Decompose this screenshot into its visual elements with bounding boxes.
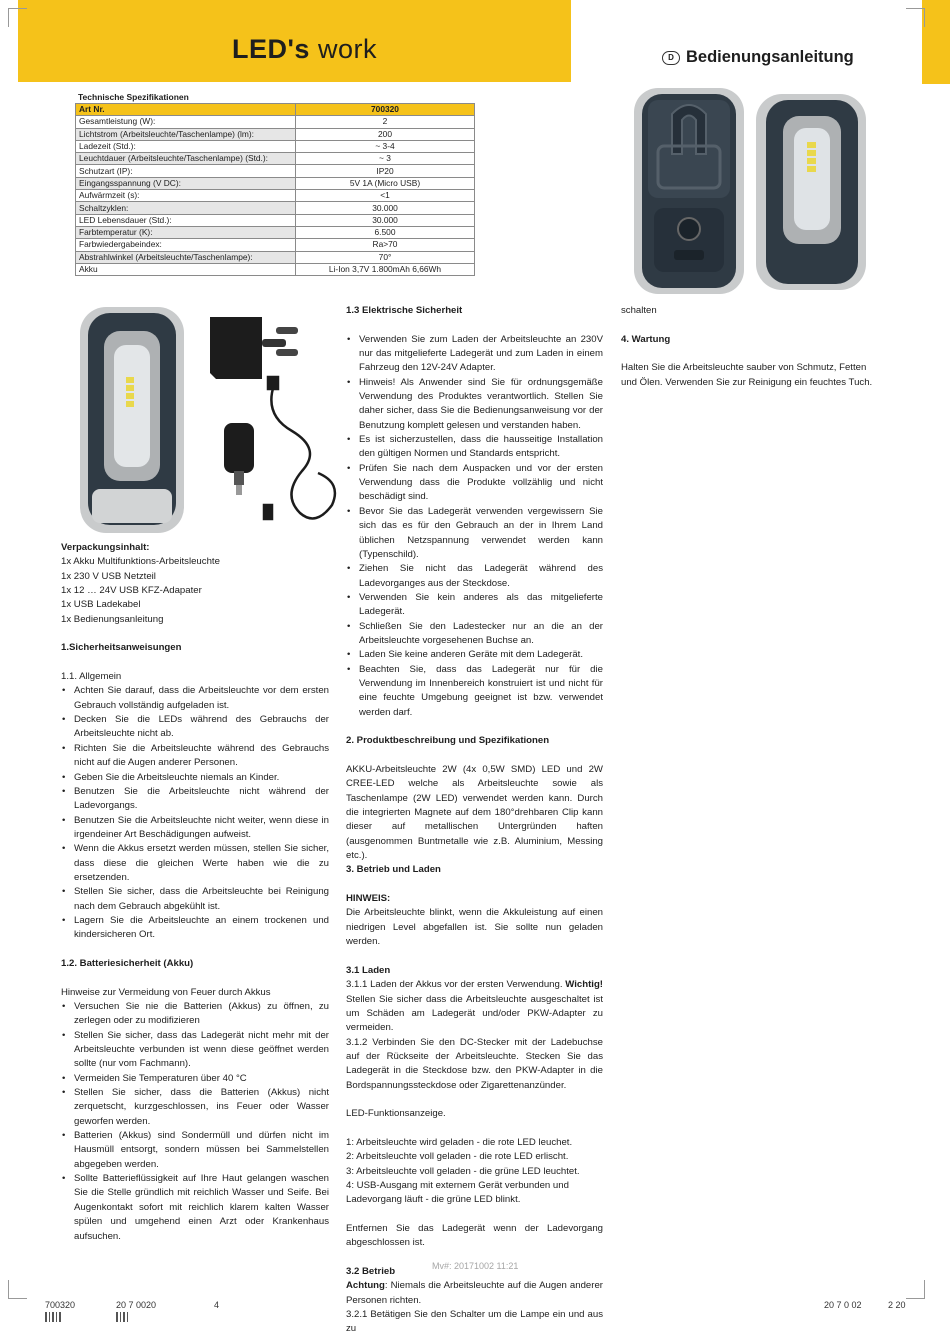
package-list — [61, 555, 329, 627]
spec-row — [76, 153, 475, 165]
side-tab — [922, 0, 950, 84]
spec-value: 30.000 — [296, 202, 475, 214]
list-item: • Geben Sie die Arbeitsleuchte niemals an Kinder. — [61, 771, 329, 785]
spec-value: IP20 — [296, 165, 475, 177]
spec-table — [75, 103, 475, 276]
section-4-heading: 4. Wartung — [621, 333, 671, 345]
barcode-left — [45, 1309, 63, 1319]
spec-value: Li-Ion 3,7V 1.800mAh 6,66Wh — [296, 263, 475, 275]
document-title: Bedienungsanleitung — [686, 48, 854, 66]
page-code-left: 4 — [214, 1300, 220, 1310]
crop-mark-bottom-left — [8, 1280, 27, 1299]
operation-warning: Achtung: Niemals die Arbeitsleuchte auf die Augen anderer Personen richten. — [346, 1280, 603, 1306]
brand-title: LED's work — [232, 34, 377, 64]
package-item: 1x Akku Multifunktions-Arbeitsleuchte — [61, 556, 220, 568]
led-function-list — [346, 1136, 603, 1208]
spec-row — [76, 140, 475, 152]
list-item: • Stellen Sie sicher, dass die Batterien (Akkus) nicht zerquetscht, kurzgeschlossen, ins Feuer oder Wasser geworfen werden. — [61, 1086, 329, 1129]
spec-row — [76, 202, 475, 214]
led-function-line: 4: USB-Ausgang mit externem Gerät verbunden und Ladevorgang läuft - die grüne LED blinkt. — [346, 1179, 569, 1206]
spec-row — [76, 104, 475, 116]
spec-label: Schutzart (IP): — [76, 165, 296, 177]
list-item: • Ziehen Sie nicht das Ladegerät während des Ladevorganges aus der Steckdose. — [346, 562, 603, 591]
spec-row — [76, 251, 475, 263]
section-2-heading: 2. Produktbeschreibung und Spezifikationen — [346, 735, 550, 747]
package-item: 1x 12 … 24V USB KFZ-Adapater — [61, 585, 202, 597]
spec-label: Gesamtleistung (W): — [76, 116, 296, 128]
list-item: • Achten Sie darauf, dass die Arbeitsleuchte vor dem ersten Gebrauch vollständig aufgeladen ist. — [61, 684, 329, 713]
list-item: • Richten Sie die Arbeitsleuchte während des Gebrauchs nicht auf die Augen anderer Personen. — [61, 742, 329, 771]
package-heading: Verpackungsinhalt: — [61, 542, 150, 553]
device-front — [756, 94, 866, 290]
product-photo-back-front — [628, 84, 873, 302]
crop-mark-top-left — [8, 8, 27, 27]
section-1-3-heading: 1.3 Elektrische Sicherheit — [346, 305, 463, 316]
usb-wall-charger — [210, 317, 298, 379]
spec-label: Akku — [76, 263, 296, 275]
package-item: 1x Bedienungsanleitung — [61, 613, 164, 625]
spec-row — [76, 263, 475, 275]
usb-cable — [264, 377, 335, 519]
spec-value: 2 — [296, 116, 475, 128]
date-code-left: 20 7 0020 — [116, 1300, 157, 1310]
list-item: • Hinweis! Als Anwender sind Sie für ordnungsgemäße Verwendung des Produktes verantwortlich. Stellen Sie daher sicher, dass Sie die Bedienungsanweisung vor der Benutzung komplett gelesen und verstanden haben. — [346, 376, 603, 433]
device-back — [634, 88, 744, 294]
list-item: • Bevor Sie das Ladegerät verwenden vergewissern Sie sich das es für den Gebrauch an der in Ihrem Land üblichen Netzspannung verwendet werden kann (Typenschild). — [346, 505, 603, 562]
list-item: • Stellen Sie sicher, dass das Ladegerät nicht mehr mit der Arbeitsleuchte verbunden ist wenn diese geöffnet werden sollte (nur vom Fachmann). — [61, 1029, 329, 1072]
product-package-photo — [78, 305, 338, 535]
spec-label: Abstrahlwinkel (Arbeitsleuchte/Taschenlampe): — [76, 251, 296, 263]
operation-step-1: 3.2.1 Betätigen Sie den Schalter um die Lampe ein und aus zu — [346, 1309, 603, 1335]
led-function-line: 2: Arbeitsleuchte voll geladen - die rote LED erlischt. — [346, 1151, 569, 1163]
list-item: • Benutzen Sie die Arbeitsleuchte nicht während der Ladevorgangs. — [61, 785, 329, 814]
spec-row — [76, 128, 475, 140]
list-item: • Decken Sie die LEDs während des Gebrauchs der Arbeitsleuchte nicht ab. — [61, 713, 329, 742]
device-front-large — [80, 307, 184, 533]
spec-label: Lichtstrom (Arbeitsleuchte/Taschenlampe) (lm): — [76, 128, 296, 140]
spec-value: 6.500 — [296, 226, 475, 238]
package-item: 1x 230 V USB Netzteil — [61, 570, 156, 582]
section-3-heading: 3. Betrieb und Laden — [346, 864, 441, 876]
led-function-line: 1: Arbeitsleuchte wird geladen - die rote LED leuchet. — [346, 1136, 573, 1148]
spec-row — [76, 190, 475, 202]
spec-label: LED Lebensdauer (Std.): — [76, 214, 296, 226]
list-item: • Verwenden Sie kein anderes als das mitgelieferte Ladegerät. — [346, 591, 603, 620]
led-function-line: 3: Arbeitsleuchte voll geladen - die grüne LED leuchtet. — [346, 1165, 580, 1177]
middle-column — [346, 304, 603, 1337]
unplug-note: Entfernen Sie das Ladegerät wenn der Ladevorgang abgeschlossen ist. — [346, 1223, 603, 1249]
spec-label: Leuchtdauer (Arbeitsleuchte/Taschenlampe) (Std.): — [76, 153, 296, 165]
list-item: • Batterien (Akkus) sind Sondermüll und dürfen nicht im Hausmüll entsorgt, sondern müssen bei Sammelstellen abgegeben werden. — [61, 1129, 329, 1172]
led-function-heading: LED-Funktionsanzeige. — [346, 1108, 446, 1120]
list-item: • Verwenden Sie zum Laden der Arbeitsleuchte an 230V nur das mitgelieferte Ladegerät und zum Laden in einem Fahrzeug den 12V-24V Adapter. — [346, 333, 603, 376]
date-code-right: 20 7 0 02 — [824, 1300, 862, 1310]
battery-intro: Hinweise zur Vermeidung von Feuer durch Akkus — [61, 986, 271, 998]
crop-mark-top-right — [906, 8, 925, 27]
list-item: • Stellen Sie sicher, dass die Arbeitsleuchte bei Reinigung nach dem Gebrauch abgekühlt ist. — [61, 885, 329, 914]
section-3-2-heading: 3.2 Betrieb — [346, 1266, 396, 1278]
list-item: • Schließen Sie den Ladestecker nur an die an der Arbeitsleuchte vorgesehenen Buchse an. — [346, 620, 603, 649]
battery-safety-list — [61, 1000, 329, 1244]
spec-row — [76, 177, 475, 189]
operation-step-continued: schalten — [621, 305, 657, 316]
maintenance-text: Halten Sie die Arbeitsleuchte sauber von Schmutz, Fetten und Ölen. Verwenden Sie zur Reinigung ein feuchtes Tuch. — [621, 362, 873, 388]
spec-label: Art Nr. — [76, 104, 296, 116]
hint-heading: HINWEIS: — [346, 893, 391, 905]
spec-label: Farbwiedergabeindex: — [76, 239, 296, 251]
page-code-right: 2 20 — [888, 1300, 906, 1310]
barcode-mid — [116, 1309, 130, 1319]
spec-value: 70° — [296, 251, 475, 263]
section-3-1-heading: 3.1 Laden — [346, 964, 391, 976]
doc-title-wrap — [662, 48, 854, 67]
charging-step-2: 3.1.2 Verbinden Sie den DC-Stecker mit der Ladebuchse auf der Rückseite der Arbeitsleuchte. Stecken Sie das Ladegerät in die Steckdose bzw. den PKW-Adapter in die Bordspannungssteckdose oder Zigarettenanzünder. — [346, 1036, 603, 1091]
spec-label: Ladezeit (Std.): — [76, 140, 296, 152]
list-item: • Versuchen Sie nie die Batterien (Akkus) zu öffnen, zu zerlegen oder zu modifizieren — [61, 1000, 329, 1029]
spec-row — [76, 214, 475, 226]
left-column — [61, 541, 329, 1244]
spec-value: ~ 3-4 — [296, 140, 475, 152]
list-item: • Laden Sie keine anderen Geräte mit dem Ladegerät. — [346, 648, 603, 662]
product-description: AKKU-Arbeitsleuchte 2W (4x 0,5W SMD) LED und 2W CREE-LED welche als Arbeitsleuchte sowie als Taschenlampe (2W LED) verwendet werden kann. Durch die integrierten Magnete auf dem 180°drehbaren Clip kann dieser auf metallischen Untergründen haften (ausgenommen Buntmetalle wie z.B. Aluminium, Messing etc.). — [346, 764, 603, 862]
spec-label: Farbtemperatur (K): — [76, 226, 296, 238]
section-1-heading: 1.Sicherheitsanweisungen — [61, 642, 182, 654]
spec-heading: Technische Spezifikationen — [78, 92, 189, 102]
list-item: • Sollte Batterieflüssigkeit auf Ihre Haut gelangen waschen Sie die Stelle gründlich mit reichlich Wasser und Seife. Bei Augenkontakt sofort mit reichlich klarem kalten Wasser spülen und umgehend einen Arzt oder Krankenhaus aufsuchen. — [61, 1172, 329, 1244]
list-item: • Wenn die Akkus ersetzt werden müssen, stellen Sie sicher, dass diese die gleichen Werte haben wie die zu ersetzenden. — [61, 842, 329, 885]
spec-label: Schaltzyklen: — [76, 202, 296, 214]
list-item: • Beachten Sie, dass das Ladegerät nur für die Verwendung im Innenbereich konstruiert ist und nicht für eine feuchte Umgebung geeignet ist bzw. verwendet werden darf. — [346, 663, 603, 720]
spec-label: Eingangsspannung (V DC): — [76, 177, 296, 189]
spec-value: 200 — [296, 128, 475, 140]
package-item: 1x USB Ladekabel — [61, 599, 141, 611]
spec-row — [76, 165, 475, 177]
right-column — [621, 304, 879, 390]
spec-row — [76, 226, 475, 238]
list-item: • Vermeiden Sie Temperaturen über 40 °C — [61, 1072, 329, 1086]
list-item: • Prüfen Sie nach dem Auspacken und vor der ersten Verwendung dass die Produkte vollzählig und nicht beschädigt sind. — [346, 462, 603, 505]
spec-value: 700320 — [296, 104, 475, 116]
list-item: • Es ist sicherzustellen, dass die hausseitige Installation den gültigen Normen und Standards entspricht. — [346, 433, 603, 462]
crop-mark-bottom-right — [906, 1280, 925, 1299]
article-code-left: 700320 — [45, 1300, 76, 1310]
charging-step-1: 3.1.1 Laden der Akkus vor der ersten Verwendung. Wichtig! Stellen Sie sicher dass die Arbeitsleuchte ausgeschaltet ist um Schäden am Ladegerät und/oder PKW-Adapter zu vermeiden. — [346, 979, 603, 1034]
section-1-2-heading: 1.2. Batteriesicherheit (Akku) — [61, 957, 194, 969]
section-1-1-heading: 1.1. Allgemein — [61, 671, 122, 683]
language-badge: D — [662, 51, 680, 65]
spec-value: <1 — [296, 190, 475, 202]
spec-row — [76, 116, 475, 128]
general-safety-list — [61, 684, 329, 942]
hint-text: Die Arbeitsleuchte blinkt, wenn die Akkuleistung auf einen niedrigen Level abgefallen ist. Sie sollte nun geladen werden. — [346, 907, 603, 948]
spec-value: 30.000 — [296, 214, 475, 226]
print-mark: Mv#: 20171002 11:21 — [432, 1261, 519, 1271]
spec-label: Aufwärmzeit (s): — [76, 190, 296, 202]
electrical-safety-list — [346, 333, 603, 720]
list-item: • Lagern Sie die Arbeitsleuchte an einem trockenen und kindersicheren Ort. — [61, 914, 329, 943]
list-item: • Benutzen Sie die Arbeitsleuchte nicht weiter, wenn diese in irgendeiner Art Beschädigungen aufweist. — [61, 814, 329, 843]
spec-row — [76, 239, 475, 251]
car-adapter — [224, 423, 254, 495]
spec-value: ~ 3 — [296, 153, 475, 165]
spec-value: 5V 1A (Micro USB) — [296, 177, 475, 189]
spec-value: Ra>70 — [296, 239, 475, 251]
